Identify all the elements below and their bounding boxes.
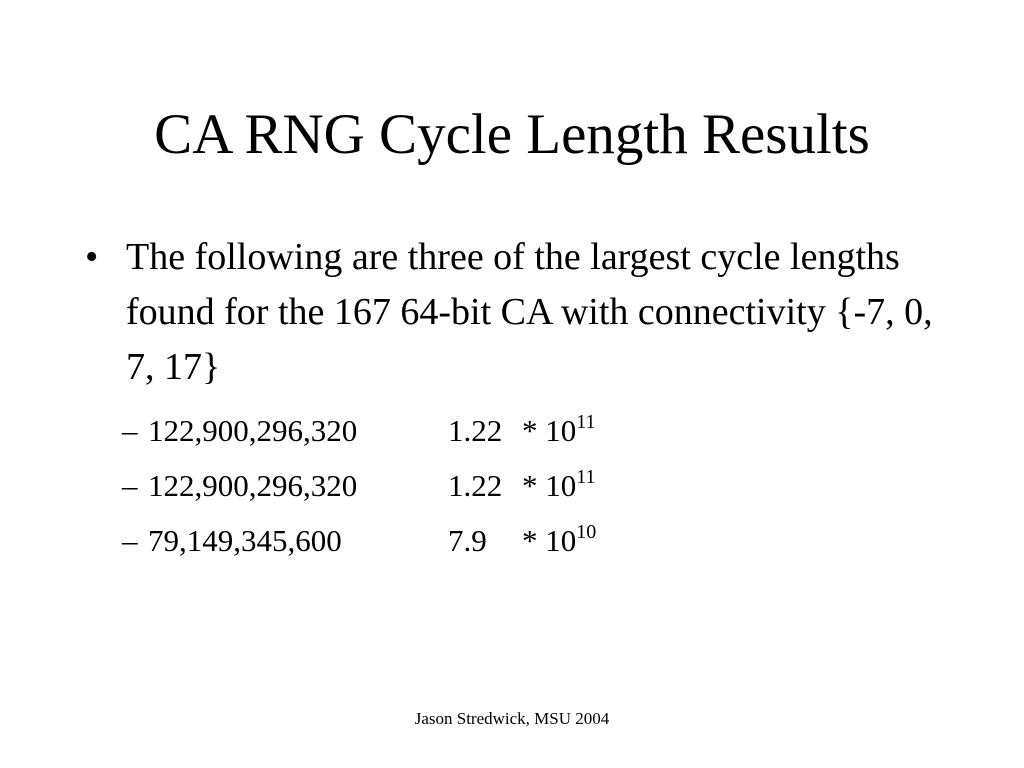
sub-dash: – [122,413,138,448]
cycle-length-approx [448,513,596,568]
slide-footer: Jason Stredwick, MSU 2004 [414,709,610,728]
bullet-item [85,230,955,395]
bullet-list [85,230,955,395]
approx-coefficient: 1.22 [448,413,503,448]
sub-item [122,403,596,458]
sub-item [122,458,596,513]
sub-dash: – [122,468,138,503]
slide-title: CA RNG Cycle Length Results [154,103,870,166]
approx-times: * 10 [522,468,577,503]
approx-coefficient: 1.22 [448,468,503,503]
cycle-length-value: 122,900,296,320 [148,468,358,503]
approx-times: * 10 [522,413,577,448]
approx-exponent: 11 [576,466,596,488]
bullet-marker: • [85,236,99,278]
cycle-length-value: 79,149,345,600 [148,523,342,558]
cycle-length-approx [448,403,596,458]
approx-exponent: 11 [576,411,596,433]
cycle-length-value: 122,900,296,320 [148,413,358,448]
approx-times: * 10 [522,523,577,558]
approx-coefficient: 7.9 [448,523,487,558]
sub-list [122,403,596,568]
bullet-text: The following are three of the largest cycle lengths found for the 167 64-bit CA with connectivity {-7, 0, 7, 17} [126,236,933,388]
sub-item [122,513,596,568]
approx-exponent: 10 [576,521,597,543]
sub-dash: – [122,523,138,558]
cycle-length-approx [448,458,596,513]
